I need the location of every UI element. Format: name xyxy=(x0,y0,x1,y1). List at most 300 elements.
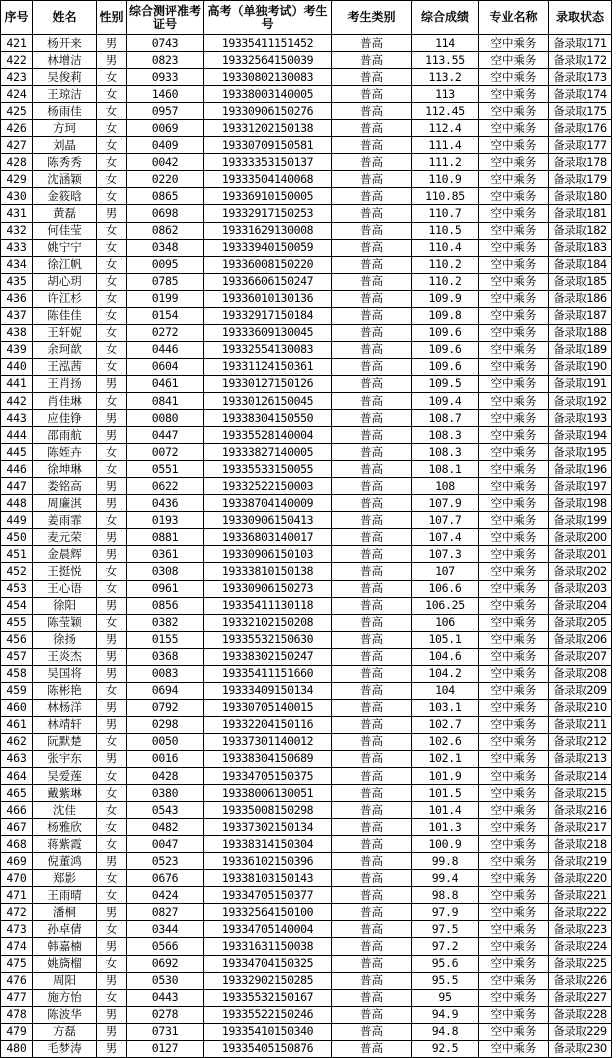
cell-major: 空中乘务 xyxy=(479,35,549,52)
cell-eval-ticket: 0424 xyxy=(127,887,204,904)
cell-category: 普高 xyxy=(332,375,412,392)
cell-status: 备录取210 xyxy=(549,699,612,716)
cell-eval-ticket: 0069 xyxy=(127,120,204,137)
cell-gender: 女 xyxy=(97,341,127,358)
header-category: 考生类别 xyxy=(332,1,412,35)
cell-seq: 453 xyxy=(1,580,33,597)
table-row xyxy=(1,427,612,444)
cell-status: 备录取200 xyxy=(549,529,612,546)
cell-category: 普高 xyxy=(332,768,412,785)
table-row xyxy=(1,103,612,120)
cell-score: 104.6 xyxy=(412,648,479,665)
cell-score: 97.9 xyxy=(412,904,479,921)
cell-major: 空中乘务 xyxy=(479,86,549,103)
table-row xyxy=(1,495,612,512)
cell-category: 普高 xyxy=(332,341,412,358)
cell-score: 109.9 xyxy=(412,290,479,307)
cell-major: 空中乘务 xyxy=(479,597,549,614)
cell-status: 备录取205 xyxy=(549,614,612,631)
cell-category: 普高 xyxy=(332,1040,412,1057)
cell-score: 110.5 xyxy=(412,222,479,239)
cell-name: 王炎杰 xyxy=(33,648,97,665)
cell-status: 备录取180 xyxy=(549,188,612,205)
cell-gender: 男 xyxy=(97,375,127,392)
cell-category: 普高 xyxy=(332,836,412,853)
cell-score: 101.4 xyxy=(412,802,479,819)
cell-exam-number: 19338006130051 xyxy=(204,785,332,802)
cell-exam-number: 19333353150137 xyxy=(204,154,332,171)
cell-eval-ticket: 0348 xyxy=(127,239,204,256)
table-row xyxy=(1,665,612,682)
cell-status: 备录取216 xyxy=(549,802,612,819)
table-row xyxy=(1,904,612,921)
cell-status: 备录取225 xyxy=(549,955,612,972)
cell-gender: 女 xyxy=(97,103,127,120)
cell-status: 备录取211 xyxy=(549,716,612,733)
cell-major: 空中乘务 xyxy=(479,665,549,682)
table-row xyxy=(1,35,612,52)
cell-exam-number: 19332204150116 xyxy=(204,716,332,733)
cell-category: 普高 xyxy=(332,870,412,887)
table-row xyxy=(1,1023,612,1040)
cell-seq: 434 xyxy=(1,256,33,273)
cell-gender: 女 xyxy=(97,955,127,972)
cell-eval-ticket: 0436 xyxy=(127,495,204,512)
cell-name: 潘桐 xyxy=(33,904,97,921)
cell-seq: 446 xyxy=(1,461,33,478)
cell-major: 空中乘务 xyxy=(479,427,549,444)
cell-score: 110.85 xyxy=(412,188,479,205)
cell-status: 备录取196 xyxy=(549,461,612,478)
cell-seq: 429 xyxy=(1,171,33,188)
cell-name: 林靖轩 xyxy=(33,716,97,733)
cell-gender: 女 xyxy=(97,989,127,1006)
cell-eval-ticket: 0127 xyxy=(127,1040,204,1057)
cell-gender: 男 xyxy=(97,410,127,427)
cell-status: 备录取185 xyxy=(549,273,612,290)
cell-name: 蒋紫霞 xyxy=(33,836,97,853)
cell-seq: 441 xyxy=(1,375,33,392)
cell-eval-ticket: 0368 xyxy=(127,648,204,665)
cell-name: 张宇东 xyxy=(33,750,97,767)
cell-eval-ticket: 0095 xyxy=(127,256,204,273)
cell-exam-number: 19332564150039 xyxy=(204,52,332,69)
cell-category: 普高 xyxy=(332,307,412,324)
cell-category: 普高 xyxy=(332,239,412,256)
table-row xyxy=(1,461,612,478)
header-row xyxy=(1,1,612,35)
cell-seq: 458 xyxy=(1,665,33,682)
cell-category: 普高 xyxy=(332,410,412,427)
cell-gender: 女 xyxy=(97,154,127,171)
cell-major: 空中乘务 xyxy=(479,614,549,631)
cell-seq: 463 xyxy=(1,750,33,767)
cell-eval-ticket: 0050 xyxy=(127,733,204,750)
cell-score: 98.8 xyxy=(412,887,479,904)
table-row xyxy=(1,171,612,188)
cell-gender: 男 xyxy=(97,52,127,69)
table-row xyxy=(1,597,612,614)
cell-gender: 女 xyxy=(97,785,127,802)
cell-name: 杨雅欣 xyxy=(33,819,97,836)
cell-status: 备录取197 xyxy=(549,478,612,495)
cell-category: 普高 xyxy=(332,750,412,767)
cell-exam-number: 19335528140004 xyxy=(204,427,332,444)
cell-name: 郑影 xyxy=(33,870,97,887)
cell-status: 备录取223 xyxy=(549,921,612,938)
cell-eval-ticket: 0856 xyxy=(127,597,204,614)
cell-major: 空中乘务 xyxy=(479,222,549,239)
cell-seq: 433 xyxy=(1,239,33,256)
table-row xyxy=(1,137,612,154)
cell-seq: 456 xyxy=(1,631,33,648)
cell-major: 空中乘务 xyxy=(479,495,549,512)
cell-exam-number: 19330705140015 xyxy=(204,699,332,716)
table-row xyxy=(1,682,612,699)
cell-seq: 436 xyxy=(1,290,33,307)
cell-score: 109.5 xyxy=(412,375,479,392)
cell-category: 普高 xyxy=(332,887,412,904)
cell-major: 空中乘务 xyxy=(479,239,549,256)
cell-category: 普高 xyxy=(332,427,412,444)
cell-score: 95.6 xyxy=(412,955,479,972)
cell-gender: 男 xyxy=(97,665,127,682)
cell-name: 方珂 xyxy=(33,120,97,137)
cell-seq: 445 xyxy=(1,444,33,461)
cell-category: 普高 xyxy=(332,631,412,648)
cell-category: 普高 xyxy=(332,699,412,716)
cell-exam-number: 19331629130008 xyxy=(204,222,332,239)
cell-exam-number: 19335522150246 xyxy=(204,1006,332,1023)
cell-score: 109.8 xyxy=(412,307,479,324)
cell-name: 徐阳 xyxy=(33,597,97,614)
cell-exam-number: 19336606150247 xyxy=(204,273,332,290)
table-row xyxy=(1,921,612,938)
cell-major: 空中乘务 xyxy=(479,887,549,904)
cell-eval-ticket: 0604 xyxy=(127,358,204,375)
cell-status: 备录取203 xyxy=(549,580,612,597)
cell-category: 普高 xyxy=(332,103,412,120)
cell-major: 空中乘务 xyxy=(479,955,549,972)
cell-gender: 男 xyxy=(97,597,127,614)
cell-category: 普高 xyxy=(332,188,412,205)
cell-seq: 462 xyxy=(1,733,33,750)
cell-score: 110.2 xyxy=(412,256,479,273)
cell-score: 106.6 xyxy=(412,580,479,597)
cell-seq: 452 xyxy=(1,563,33,580)
cell-eval-ticket: 0298 xyxy=(127,716,204,733)
cell-exam-number: 19330709150581 xyxy=(204,137,332,154)
table-row xyxy=(1,887,612,904)
cell-category: 普高 xyxy=(332,495,412,512)
cell-name: 金筱晗 xyxy=(33,188,97,205)
cell-status: 备录取186 xyxy=(549,290,612,307)
cell-name: 周廉淇 xyxy=(33,495,97,512)
cell-eval-ticket: 0482 xyxy=(127,819,204,836)
cell-eval-ticket: 0080 xyxy=(127,410,204,427)
cell-score: 102.7 xyxy=(412,716,479,733)
cell-name: 应佳铮 xyxy=(33,410,97,427)
cell-seq: 455 xyxy=(1,614,33,631)
cell-name: 姜雨霏 xyxy=(33,512,97,529)
cell-major: 空中乘务 xyxy=(479,188,549,205)
cell-status: 备录取195 xyxy=(549,444,612,461)
cell-seq: 475 xyxy=(1,955,33,972)
table-row xyxy=(1,563,612,580)
cell-status: 备录取221 xyxy=(549,887,612,904)
cell-eval-ticket: 0933 xyxy=(127,69,204,86)
cell-major: 空中乘务 xyxy=(479,904,549,921)
cell-score: 110.4 xyxy=(412,239,479,256)
cell-exam-number: 19330126150045 xyxy=(204,392,332,409)
cell-eval-ticket: 0154 xyxy=(127,307,204,324)
cell-score: 101.5 xyxy=(412,785,479,802)
cell-exam-number: 19335532150167 xyxy=(204,989,332,1006)
table-row xyxy=(1,648,612,665)
cell-name: 肖佳琳 xyxy=(33,392,97,409)
table-row xyxy=(1,256,612,273)
cell-eval-ticket: 0865 xyxy=(127,188,204,205)
cell-category: 普高 xyxy=(332,205,412,222)
table-row xyxy=(1,444,612,461)
table-row xyxy=(1,546,612,563)
cell-status: 备录取208 xyxy=(549,665,612,682)
cell-major: 空中乘务 xyxy=(479,989,549,1006)
table-row xyxy=(1,819,612,836)
cell-score: 113 xyxy=(412,86,479,103)
cell-major: 空中乘务 xyxy=(479,410,549,427)
cell-eval-ticket: 0827 xyxy=(127,904,204,921)
cell-score: 112.4 xyxy=(412,120,479,137)
cell-gender: 女 xyxy=(97,324,127,341)
cell-gender: 女 xyxy=(97,358,127,375)
cell-eval-ticket: 0551 xyxy=(127,461,204,478)
cell-status: 备录取187 xyxy=(549,307,612,324)
table-row xyxy=(1,512,612,529)
cell-name: 胡心玥 xyxy=(33,273,97,290)
cell-status: 备录取191 xyxy=(549,375,612,392)
cell-eval-ticket: 0823 xyxy=(127,52,204,69)
cell-eval-ticket: 0961 xyxy=(127,580,204,597)
cell-eval-ticket: 0428 xyxy=(127,768,204,785)
cell-name: 方磊 xyxy=(33,1023,97,1040)
cell-major: 空中乘务 xyxy=(479,103,549,120)
cell-exam-number: 19333504140068 xyxy=(204,171,332,188)
cell-name: 韩嘉楠 xyxy=(33,938,97,955)
cell-status: 备录取176 xyxy=(549,120,612,137)
cell-category: 普高 xyxy=(332,904,412,921)
cell-status: 备录取206 xyxy=(549,631,612,648)
cell-eval-ticket: 0530 xyxy=(127,972,204,989)
cell-gender: 女 xyxy=(97,870,127,887)
cell-seq: 467 xyxy=(1,819,33,836)
header-name: 姓名 xyxy=(33,1,97,35)
cell-status: 备录取181 xyxy=(549,205,612,222)
cell-seq: 422 xyxy=(1,52,33,69)
cell-name: 王挺悦 xyxy=(33,563,97,580)
cell-eval-ticket: 0278 xyxy=(127,1006,204,1023)
cell-major: 空中乘务 xyxy=(479,699,549,716)
cell-eval-ticket: 0072 xyxy=(127,444,204,461)
table-row xyxy=(1,733,612,750)
cell-gender: 男 xyxy=(97,853,127,870)
cell-score: 109.6 xyxy=(412,341,479,358)
cell-category: 普高 xyxy=(332,955,412,972)
cell-eval-ticket: 0461 xyxy=(127,375,204,392)
cell-eval-ticket: 0881 xyxy=(127,529,204,546)
cell-exam-number: 19332564150100 xyxy=(204,904,332,921)
cell-eval-ticket: 1460 xyxy=(127,86,204,103)
cell-exam-number: 19335532150630 xyxy=(204,631,332,648)
cell-seq: 472 xyxy=(1,904,33,921)
cell-status: 备录取227 xyxy=(549,989,612,1006)
cell-status: 备录取182 xyxy=(549,222,612,239)
cell-name: 王肖扬 xyxy=(33,375,97,392)
cell-score: 109.6 xyxy=(412,324,479,341)
header-score: 综合成绩 xyxy=(412,1,479,35)
cell-gender: 女 xyxy=(97,273,127,290)
table-row xyxy=(1,239,612,256)
cell-exam-number: 19338103150143 xyxy=(204,870,332,887)
cell-exam-number: 19336803140017 xyxy=(204,529,332,546)
cell-status: 备录取215 xyxy=(549,785,612,802)
cell-seq: 425 xyxy=(1,103,33,120)
cell-gender: 女 xyxy=(97,290,127,307)
cell-name: 陈秀秀 xyxy=(33,154,97,171)
cell-major: 空中乘务 xyxy=(479,716,549,733)
cell-score: 104 xyxy=(412,682,479,699)
table-row xyxy=(1,955,612,972)
cell-category: 普高 xyxy=(332,52,412,69)
cell-name: 徐扬 xyxy=(33,631,97,648)
cell-exam-number: 19338314150304 xyxy=(204,836,332,853)
cell-gender: 男 xyxy=(97,495,127,512)
cell-exam-number: 19335411151660 xyxy=(204,665,332,682)
cell-gender: 女 xyxy=(97,86,127,103)
cell-category: 普高 xyxy=(332,921,412,938)
cell-major: 空中乘务 xyxy=(479,512,549,529)
cell-category: 普高 xyxy=(332,392,412,409)
cell-gender: 女 xyxy=(97,239,127,256)
cell-score: 107.4 xyxy=(412,529,479,546)
cell-major: 空中乘务 xyxy=(479,478,549,495)
cell-gender: 男 xyxy=(97,546,127,563)
cell-status: 备录取214 xyxy=(549,768,612,785)
cell-exam-number: 19332902150285 xyxy=(204,972,332,989)
cell-major: 空中乘务 xyxy=(479,1006,549,1023)
cell-gender: 男 xyxy=(97,1006,127,1023)
cell-exam-number: 19338704140009 xyxy=(204,495,332,512)
cell-name: 杨开来 xyxy=(33,35,97,52)
cell-status: 备录取183 xyxy=(549,239,612,256)
cell-gender: 女 xyxy=(97,444,127,461)
cell-category: 普高 xyxy=(332,716,412,733)
cell-status: 备录取199 xyxy=(549,512,612,529)
cell-major: 空中乘务 xyxy=(479,358,549,375)
table-row xyxy=(1,1006,612,1023)
cell-name: 陈姪卉 xyxy=(33,444,97,461)
cell-exam-number: 19331124150361 xyxy=(204,358,332,375)
cell-gender: 女 xyxy=(97,69,127,86)
cell-status: 备录取224 xyxy=(549,938,612,955)
table-row xyxy=(1,69,612,86)
cell-seq: 451 xyxy=(1,546,33,563)
cell-exam-number: 19338302150247 xyxy=(204,648,332,665)
table-row xyxy=(1,802,612,819)
cell-status: 备录取198 xyxy=(549,495,612,512)
cell-major: 空中乘务 xyxy=(479,1023,549,1040)
cell-seq: 440 xyxy=(1,358,33,375)
cell-eval-ticket: 0380 xyxy=(127,785,204,802)
cell-seq: 464 xyxy=(1,768,33,785)
cell-seq: 449 xyxy=(1,512,33,529)
cell-gender: 女 xyxy=(97,614,127,631)
cell-exam-number: 19334705140004 xyxy=(204,921,332,938)
cell-seq: 474 xyxy=(1,938,33,955)
cell-score: 107 xyxy=(412,563,479,580)
cell-score: 97.2 xyxy=(412,938,479,955)
table-row xyxy=(1,52,612,69)
cell-category: 普高 xyxy=(332,563,412,580)
cell-score: 109.6 xyxy=(412,358,479,375)
cell-exam-number: 19332522150003 xyxy=(204,478,332,495)
cell-exam-number: 19330906150273 xyxy=(204,580,332,597)
table-row xyxy=(1,699,612,716)
cell-score: 99.4 xyxy=(412,870,479,887)
cell-exam-number: 19333810150138 xyxy=(204,563,332,580)
cell-status: 备录取217 xyxy=(549,819,612,836)
cell-major: 空中乘务 xyxy=(479,563,549,580)
cell-exam-number: 19331631150038 xyxy=(204,938,332,955)
cell-major: 空中乘务 xyxy=(479,529,549,546)
cell-exam-number: 19330802130083 xyxy=(204,69,332,86)
cell-score: 94.9 xyxy=(412,1006,479,1023)
table-row xyxy=(1,785,612,802)
cell-eval-ticket: 0676 xyxy=(127,870,204,887)
cell-exam-number: 19337302150134 xyxy=(204,819,332,836)
cell-score: 110.7 xyxy=(412,205,479,222)
cell-exam-number: 19330127150126 xyxy=(204,375,332,392)
cell-gender: 女 xyxy=(97,120,127,137)
cell-name: 王泓茜 xyxy=(33,358,97,375)
cell-category: 普高 xyxy=(332,529,412,546)
cell-seq: 443 xyxy=(1,410,33,427)
cell-name: 金晨辉 xyxy=(33,546,97,563)
cell-eval-ticket: 0523 xyxy=(127,853,204,870)
cell-name: 娄铭高 xyxy=(33,478,97,495)
cell-exam-number: 19330906150413 xyxy=(204,512,332,529)
cell-major: 空中乘务 xyxy=(479,461,549,478)
cell-gender: 女 xyxy=(97,512,127,529)
cell-status: 备录取213 xyxy=(549,750,612,767)
cell-exam-number: 19331202150138 xyxy=(204,120,332,137)
cell-major: 空中乘务 xyxy=(479,972,549,989)
cell-name: 徐坤琳 xyxy=(33,461,97,478)
header-gender: 性别 xyxy=(97,1,127,35)
table-row xyxy=(1,750,612,767)
cell-gender: 男 xyxy=(97,1040,127,1057)
cell-eval-ticket: 0622 xyxy=(127,478,204,495)
cell-major: 空中乘务 xyxy=(479,631,549,648)
cell-category: 普高 xyxy=(332,785,412,802)
cell-major: 空中乘务 xyxy=(479,853,549,870)
cell-exam-number: 19336102150396 xyxy=(204,853,332,870)
cell-seq: 438 xyxy=(1,324,33,341)
cell-eval-ticket: 0382 xyxy=(127,614,204,631)
cell-name: 沈涵颖 xyxy=(33,171,97,188)
table-body xyxy=(1,35,612,1058)
table-row xyxy=(1,205,612,222)
